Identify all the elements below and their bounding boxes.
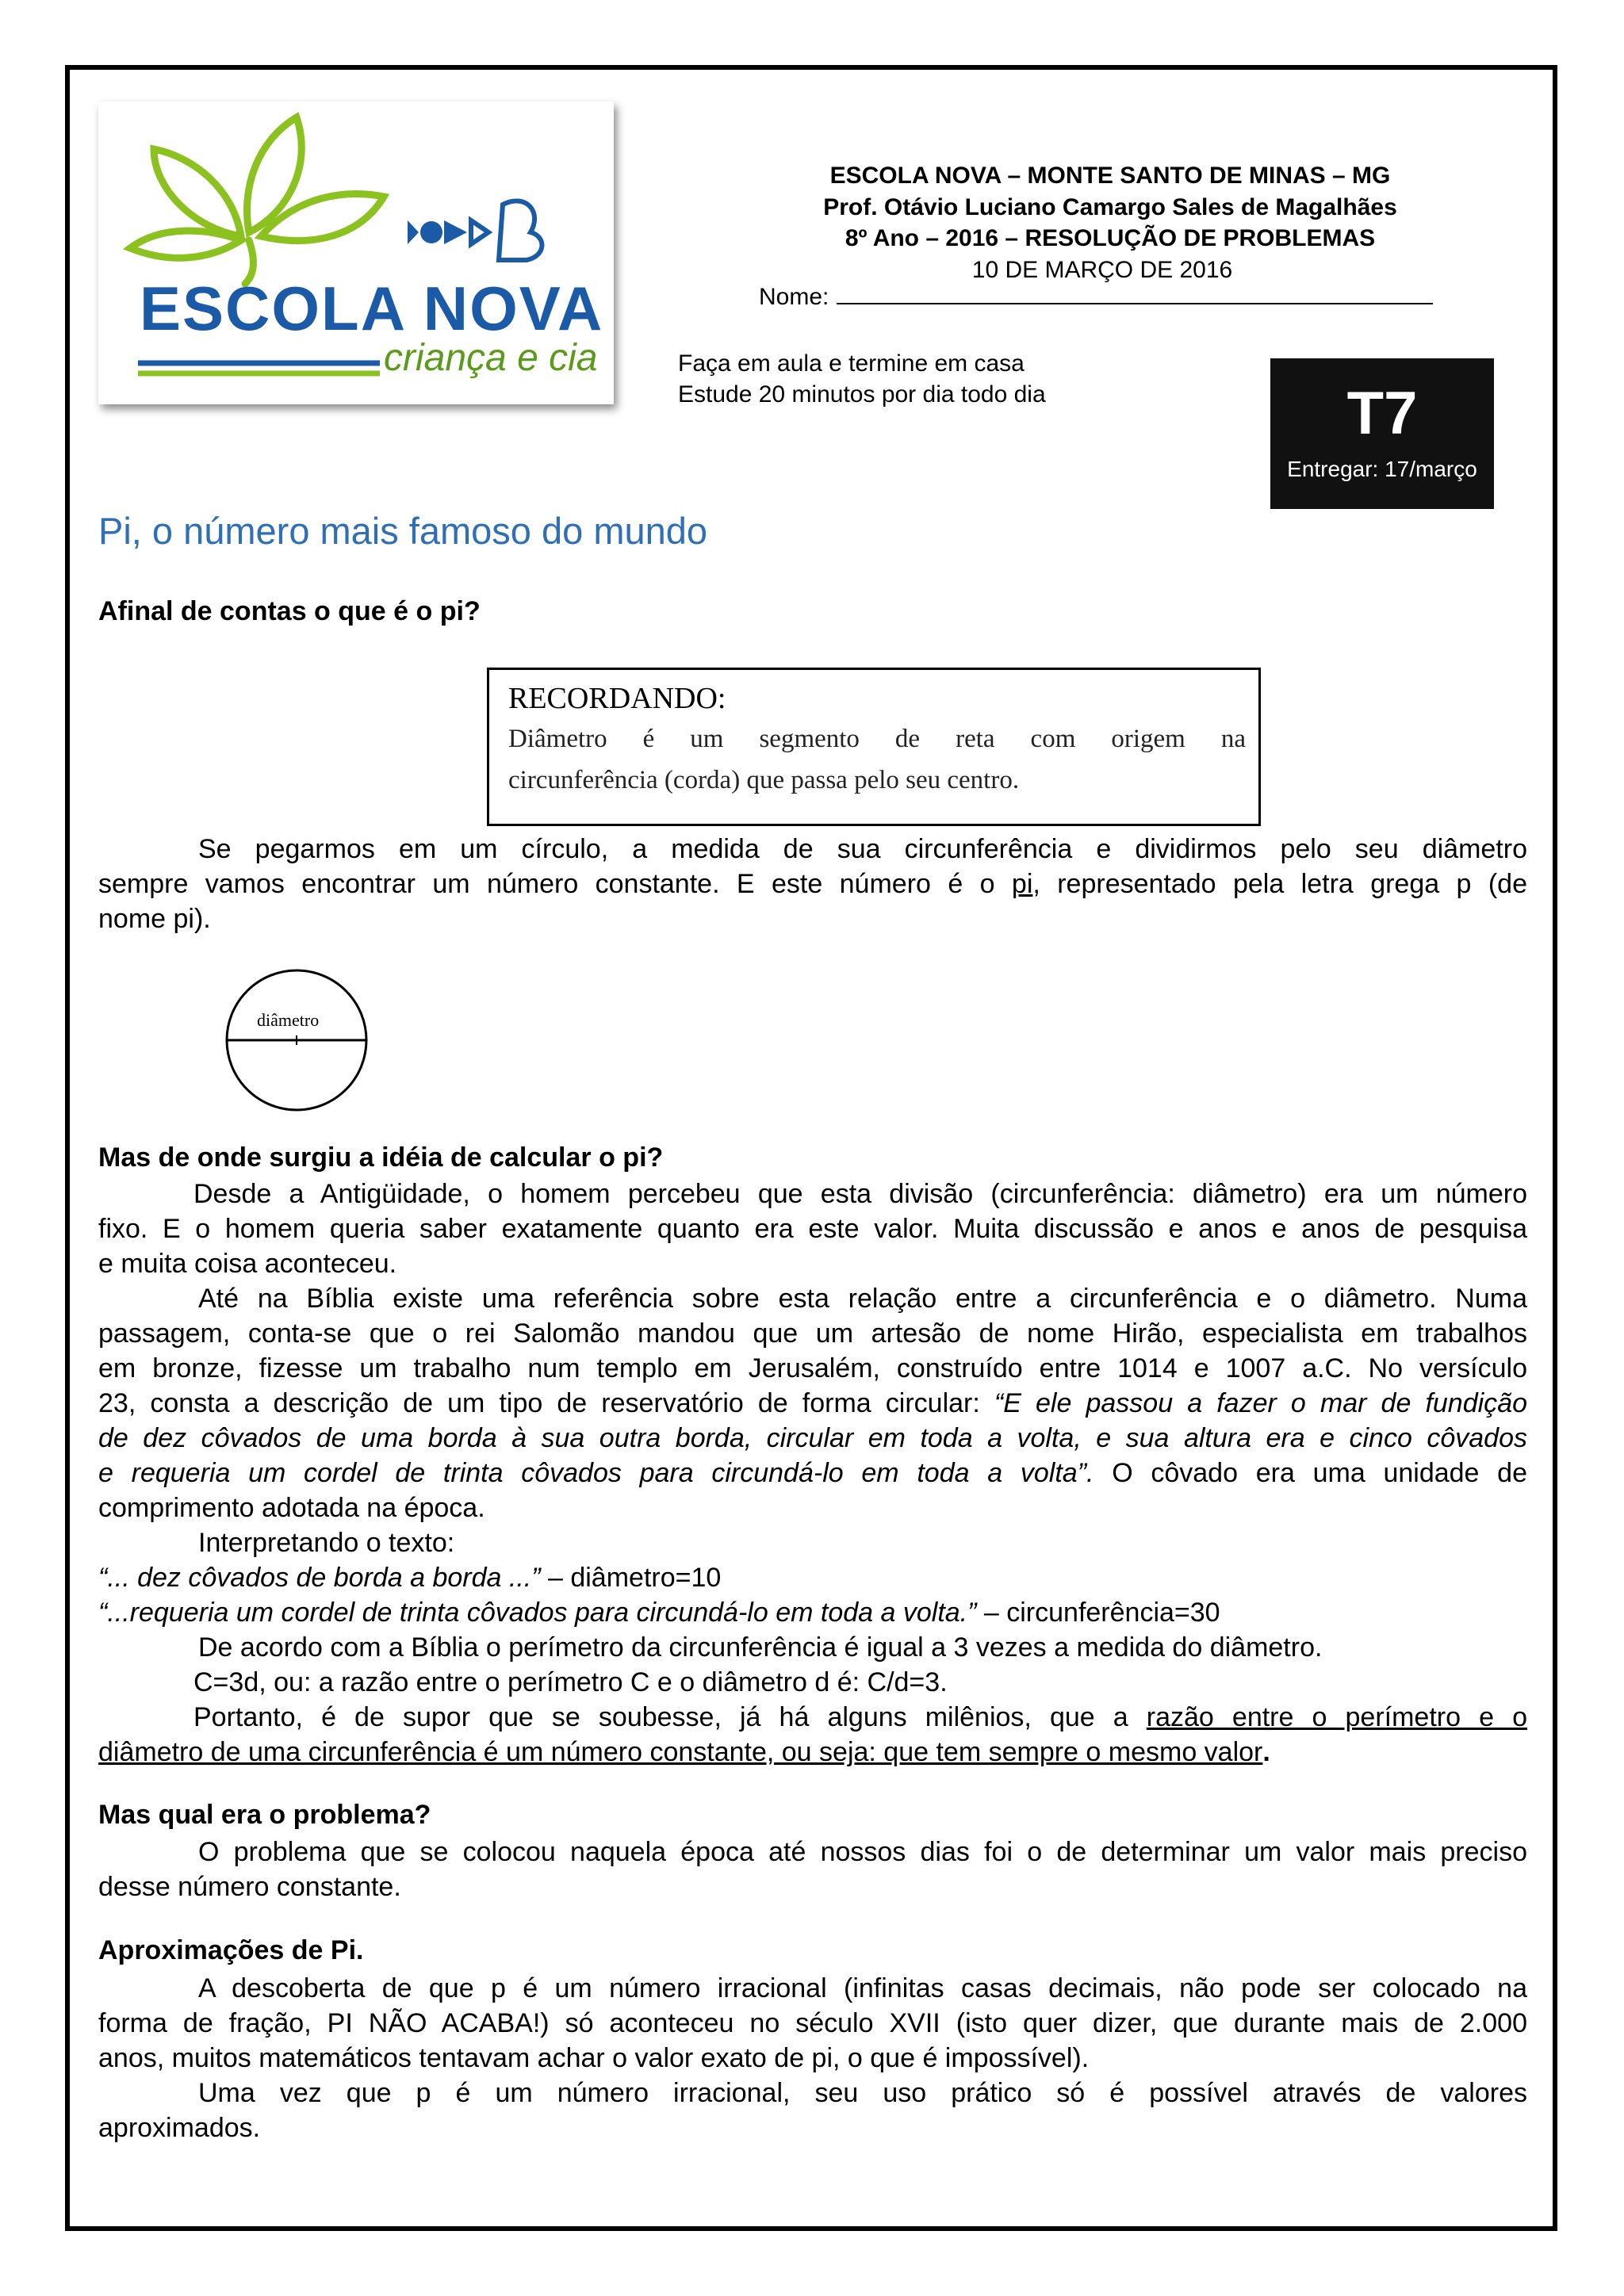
paragraph-line: 23, consta a descrição de um tipo de reservatório de forma circular: “E ele passou a fazer o mar de fundição <box>98 1388 1527 1418</box>
paragraph-line: comprimento adotada na época. <box>98 1493 485 1523</box>
paragraph-line: Interpretando o texto: <box>198 1528 455 1558</box>
paragraph-line: Se pegarmos em um círculo, a medida de sua circunferência e dividirmos pelo seu diâmetro <box>198 834 1527 864</box>
due-date: Entregar: 17/março <box>1287 457 1477 481</box>
reminder-text-2: circunferência (corda) que passa pelo seu centro. <box>508 766 1020 794</box>
page-title: Pi, o número mais famoso do mundo <box>98 510 708 552</box>
paragraph-line: nome pi). <box>98 904 211 934</box>
tip-line-2: Estude 20 minutos por dia todo dia <box>678 381 1046 408</box>
teacher-line: Prof. Otávio Luciano Camargo Sales de Magalhães <box>823 194 1397 220</box>
circle-diameter-diagram <box>219 969 374 1112</box>
paragraph-line: forma de fração, PI NÃO ACABA!) só aconteceu no século XVII (isto quer dizer, que durante mais de 2.000 <box>98 2008 1527 2038</box>
diagram-label: diâmetro <box>257 1010 320 1030</box>
date-line: 10 DE MARÇO DE 2016 <box>971 257 1233 283</box>
quote-line: “... dez côvados de borda a borda ...” – diâmetro=10 <box>98 1563 722 1593</box>
paragraph-line: em bronze, fizesse um trabalho num templo em Jerusalém, construído entre 1014 e 1007 a.C. No versículo <box>98 1353 1527 1383</box>
logo-wordmark: ESCOLA NOVA <box>140 274 604 343</box>
reminder-box <box>487 668 1261 826</box>
reminder-heading: RECORDANDO: <box>508 682 726 715</box>
paragraph-line: e requeria um cordel de trinta côvados para circundá-lo em toda a volta”. O côvado era uma unidade de <box>98 1458 1527 1488</box>
paragraph-line: Uma vez que p é um número irracional, seu uso prático só é possível através de valores <box>198 2078 1527 2108</box>
paragraph-line: Até na Bíblia existe uma referência sobre esta relação entre a circunferência e o diâmetro. Numa <box>198 1284 1527 1314</box>
paragraph-line: diâmetro de uma circunferência é um número constante, ou seja: que tem sempre o mesmo valor. <box>98 1737 1270 1767</box>
paragraph-line: passagem, conta-se que o rei Salomão mandou que um artesão de nome Hirão, especialista em trabalhos <box>98 1318 1527 1349</box>
course-line: 8º Ano – 2016 – RESOLUÇÃO DE PROBLEMAS <box>845 225 1376 251</box>
paragraph-line: A descoberta de que p é um número irracional (infinitas casas decimais, não pode ser colocado na <box>198 1973 1527 2003</box>
formula-line: C=3d, ou: a razão entre o perímetro C e o diâmetro d é: C/d=3. <box>193 1667 948 1697</box>
school-line: ESCOLA NOVA – MONTE SANTO DE MINAS – MG <box>829 163 1391 189</box>
section-heading-1: Afinal de contas o que é o pi? <box>98 596 481 626</box>
section-heading-2: Mas de onde surgiu a idéia de calcular o pi? <box>98 1142 664 1173</box>
paragraph-line: O problema que se colocou naquela época até nossos dias foi o de determinar um valor mais preciso <box>198 1837 1527 1867</box>
name-field[interactable] <box>837 284 1433 304</box>
pi-link[interactable]: pi <box>1011 869 1033 899</box>
paragraph-line: e muita coisa aconteceu. <box>98 1249 397 1279</box>
paragraph-line: aproximados. <box>98 2113 261 2143</box>
paragraph-line: de dez côvados de uma borda à sua outra borda, circular em toda a volta, e sua altura era e cinco côvados <box>98 1423 1527 1453</box>
task-code: T7 <box>1346 380 1418 447</box>
paragraph-line: anos, muitos matemáticos tentavam achar o valor exato de pi, o que é impossível). <box>98 2043 1090 2073</box>
tip-line-1: Faça em aula e termine em casa <box>678 350 1025 377</box>
quote-line: “...requeria um cordel de trinta côvados para circundá-lo em toda a volta.” – circunferência=30 <box>98 1598 1220 1628</box>
section-heading-4: Aproximações de Pi. <box>98 1935 364 1965</box>
paragraph-line: Portanto, é de supor que se soubesse, já há alguns milênios, que a razão entre o perímetro e o <box>193 1702 1527 1732</box>
logo-tagline: criança e cia <box>384 337 598 379</box>
section-heading-3: Mas qual era o problema? <box>98 1800 431 1830</box>
paragraph-line: sempre vamos encontrar um número constante. E este número é o pi, representado pela letra grega p (de <box>98 869 1527 899</box>
task-badge <box>1270 358 1494 509</box>
reminder-text-1: Diâmetro é um segmento de reta com origem na <box>508 725 1246 753</box>
paragraph-line: Desde a Antigüidade, o homem percebeu que esta divisão (circunferência: diâmetro) era um número <box>193 1179 1527 1209</box>
paragraph-line: fixo. E o homem queria saber exatamente quanto era este valor. Muita discussão e anos e anos de pesquisa <box>98 1214 1527 1244</box>
paragraph-line: De acordo com a Bíblia o perímetro da circunferência é igual a 3 vezes a medida do diâmetro. <box>198 1632 1323 1663</box>
name-field-row <box>759 284 1433 311</box>
school-logo <box>98 101 614 404</box>
name-label: Nome: <box>759 284 829 310</box>
paragraph-line: desse número constante. <box>98 1872 401 1902</box>
